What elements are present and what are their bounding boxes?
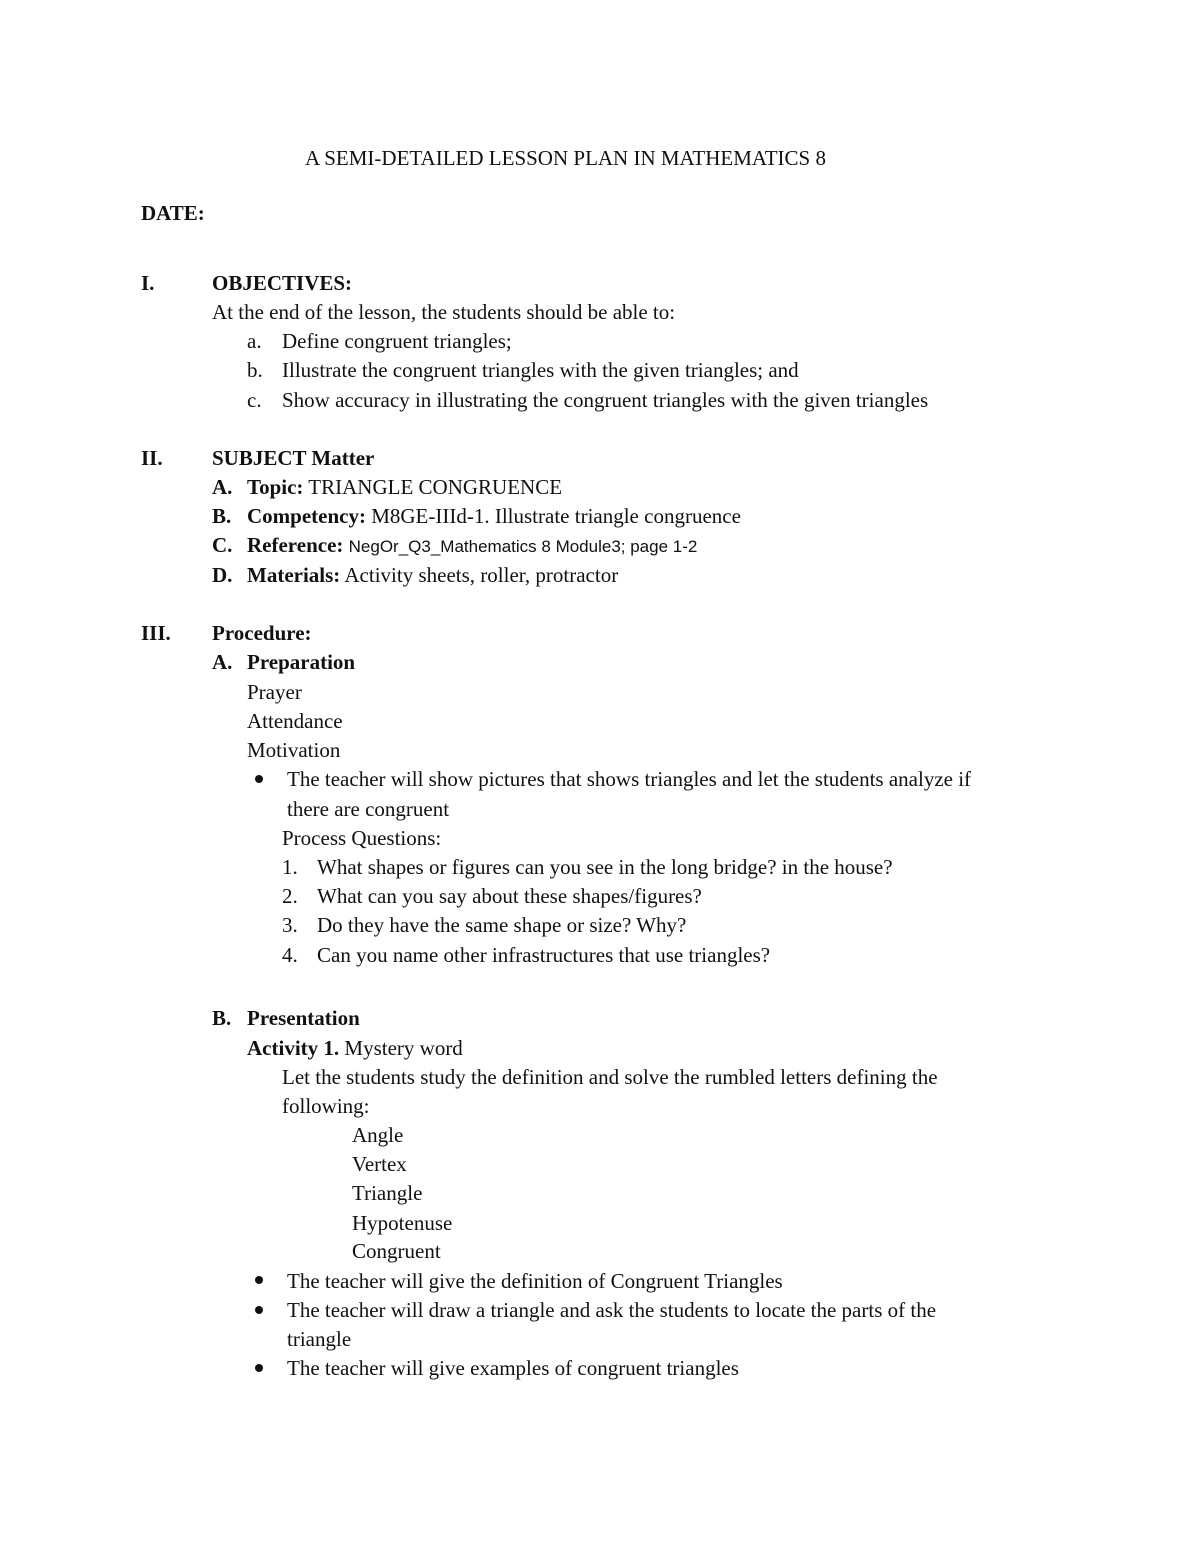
objectives-intro: At the end of the lesson, the students should be able to: <box>212 300 676 324</box>
presentation-bullet: The teacher will draw a triangle and ask the students to locate the parts of the <box>287 1298 937 1322</box>
question-number: 1. <box>282 855 298 879</box>
process-questions-label: Process Questions: <box>282 826 442 850</box>
subject-item-letter: B. <box>212 504 232 528</box>
activity-instruction-line: Let the students study the definition and solve the rumbled letters defining the <box>282 1065 938 1089</box>
preparation-step: Prayer <box>247 680 302 704</box>
subject-item-label: Reference: <box>247 533 344 557</box>
subject-item-letter: D. <box>212 563 233 587</box>
subject-numeral: II. <box>141 446 163 470</box>
presentation-letter: B. <box>212 1006 232 1030</box>
mystery-word: Vertex <box>352 1152 407 1176</box>
presentation-heading: Presentation <box>247 1006 360 1030</box>
subject-item-letter: A. <box>212 475 233 499</box>
question-number: 2. <box>282 884 298 908</box>
subject-item-reference <box>247 531 697 561</box>
procedure-heading: Procedure: <box>212 621 312 645</box>
subject-item-value: TRIANGLE CONGRUENCE <box>303 475 563 499</box>
bullet-icon <box>255 775 263 783</box>
motivation-bullet-line: The teacher will show pictures that shows triangles and let the students analyze if <box>287 767 972 791</box>
question-number: 3. <box>282 913 298 937</box>
preparation-step: Motivation <box>247 738 341 762</box>
subject-item-letter: C. <box>212 533 233 557</box>
subject-item-topic <box>247 473 562 501</box>
objective-text: Define congruent triangles; <box>282 329 512 353</box>
subject-item-label: Materials: <box>247 563 341 587</box>
mystery-word: Hypotenuse <box>352 1211 453 1235</box>
mystery-word: Angle <box>352 1123 404 1147</box>
objective-text: Show accuracy in illustrating the congruent triangles with the given triangles <box>282 388 929 412</box>
objectives-heading: OBJECTIVES: <box>212 271 353 295</box>
page-title: A SEMI-DETAILED LESSON PLAN IN MATHEMATICS 8 <box>305 146 826 170</box>
subject-item-value: NegOr_Q3_Mathematics 8 Module3; page 1-2 <box>348 537 698 556</box>
question-text: What shapes or figures can you see in the long bridge? in the house? <box>317 855 893 879</box>
presentation-bullet: The teacher will give the definition of Congruent Triangles <box>287 1269 783 1293</box>
subject-item-label: Topic: <box>247 475 304 499</box>
presentation-bullet: The teacher will give examples of congruent triangles <box>287 1356 739 1380</box>
procedure-numeral: III. <box>141 621 171 645</box>
activity-name: Mystery word <box>339 1036 463 1060</box>
preparation-letter: A. <box>212 650 233 674</box>
preparation-step: Attendance <box>247 709 343 733</box>
subject-item-competency <box>247 502 741 530</box>
preparation-heading: Preparation <box>247 650 356 674</box>
question-text: Do they have the same shape or size? Why? <box>317 913 687 937</box>
question-text: What can you say about these shapes/figures? <box>317 884 702 908</box>
bullet-icon <box>255 1306 263 1314</box>
subject-heading: SUBJECT Matter <box>212 446 375 470</box>
subject-item-value: M8GE-IIId-1. Illustrate triangle congruence <box>365 504 741 528</box>
motivation-bullet-line: there are congruent <box>287 797 450 821</box>
objective-letter: a. <box>247 329 262 353</box>
objective-letter: b. <box>247 358 263 382</box>
objectives-numeral: I. <box>141 271 155 295</box>
objective-text: Illustrate the congruent triangles with the given triangles; and <box>282 358 799 382</box>
subject-item-materials <box>247 561 618 589</box>
activity-instruction-line: following: <box>282 1094 370 1118</box>
date-label: DATE: <box>141 201 205 225</box>
question-number: 4. <box>282 943 298 967</box>
activity-label: Activity 1. <box>247 1036 340 1060</box>
mystery-word: Triangle <box>352 1181 423 1205</box>
bullet-icon <box>255 1364 263 1372</box>
subject-item-label: Competency: <box>247 504 366 528</box>
activity-title <box>247 1034 463 1062</box>
presentation-bullet-continuation: triangle <box>287 1327 352 1351</box>
question-text: Can you name other infrastructures that use triangles? <box>317 943 771 967</box>
bullet-icon <box>255 1276 263 1284</box>
objective-letter: c. <box>247 388 262 412</box>
mystery-word: Congruent <box>352 1239 441 1263</box>
subject-item-value: Activity sheets, roller, protractor <box>340 563 619 587</box>
